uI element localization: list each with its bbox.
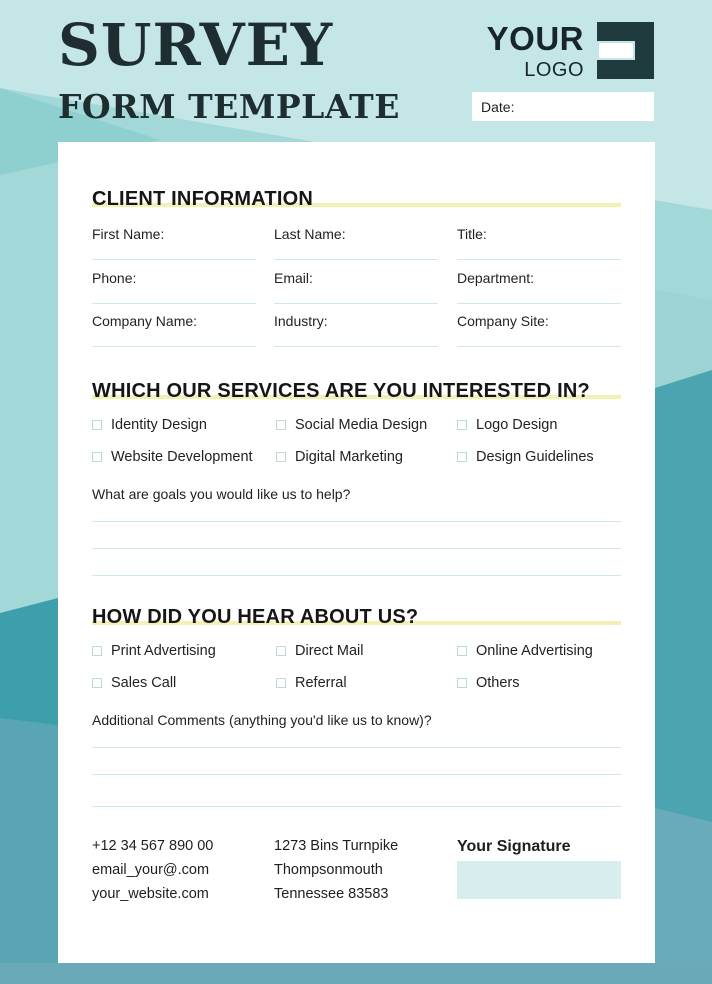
checkbox-label: Identity Design bbox=[111, 417, 207, 433]
checkbox-icon[interactable] bbox=[457, 646, 467, 656]
comments-question: Additional Comments (anything you'd like us to know)? bbox=[92, 712, 432, 728]
checkbox-label: Sales Call bbox=[111, 675, 177, 691]
checkbox-label: Print Advertising bbox=[111, 643, 216, 659]
contact-details bbox=[92, 834, 213, 906]
page-title: SURVEY bbox=[58, 11, 334, 79]
checkbox-icon[interactable] bbox=[457, 452, 467, 462]
checkbox-label: Design Guidelines bbox=[476, 449, 594, 465]
answer-line[interactable] bbox=[92, 747, 621, 748]
checkbox-icon[interactable] bbox=[276, 646, 286, 656]
first-name-field[interactable]: First Name: bbox=[92, 226, 256, 260]
checkbox-icon[interactable] bbox=[92, 646, 102, 656]
checkbox-icon[interactable] bbox=[276, 452, 286, 462]
checkbox-label: Website Development bbox=[111, 449, 253, 465]
checkbox-design-guidelines[interactable] bbox=[457, 449, 594, 465]
goals-question: What are goals you would like us to help? bbox=[92, 486, 351, 502]
checkbox-label: Social Media Design bbox=[295, 417, 428, 433]
answer-line[interactable] bbox=[92, 774, 621, 775]
industry-field[interactable]: Industry: bbox=[274, 313, 438, 347]
date-label: Date: bbox=[481, 99, 515, 115]
checkbox-icon[interactable] bbox=[457, 420, 467, 430]
answer-line[interactable] bbox=[92, 548, 621, 549]
company-name-field[interactable]: Company Name: bbox=[92, 313, 256, 347]
checkbox-label: Online Advertising bbox=[476, 643, 593, 659]
address-line-3: Tennessee 83583 bbox=[274, 886, 389, 902]
checkbox-label: Logo Design bbox=[476, 417, 558, 433]
checkbox-direct-mail[interactable] bbox=[276, 643, 363, 659]
section-title-services: WHICH OUR SERVICES ARE YOU INTERESTED IN? bbox=[92, 380, 590, 402]
checkbox-online-advertising[interactable] bbox=[457, 643, 593, 659]
checkbox-icon[interactable] bbox=[276, 420, 286, 430]
page-subtitle: FORM TEMPLATE bbox=[58, 87, 400, 126]
checkbox-icon[interactable] bbox=[92, 678, 102, 688]
last-name-field[interactable]: Last Name: bbox=[274, 226, 438, 260]
section-title-client-info: CLIENT INFORMATION bbox=[92, 188, 313, 210]
checkbox-others[interactable] bbox=[457, 675, 520, 691]
checkbox-label: Others bbox=[476, 675, 520, 691]
contact-address bbox=[274, 834, 398, 906]
address-line-2: Thompsonmouth bbox=[274, 862, 383, 878]
checkbox-social-media-design[interactable] bbox=[276, 417, 427, 433]
checkbox-icon[interactable] bbox=[92, 452, 102, 462]
survey-card bbox=[58, 142, 655, 963]
checkbox-logo-design[interactable] bbox=[457, 417, 557, 433]
signature-label: Your Signature bbox=[457, 838, 571, 855]
address-line-1: 1273 Bins Turnpike bbox=[274, 838, 399, 854]
answer-line[interactable] bbox=[92, 521, 621, 522]
contact-email: email_your@.com bbox=[92, 862, 210, 878]
logo-line-2: LOGO bbox=[524, 59, 584, 81]
email-field[interactable]: Email: bbox=[274, 270, 438, 304]
contact-website: your_website.com bbox=[92, 886, 209, 902]
checkbox-identity-design[interactable] bbox=[92, 417, 207, 433]
logo bbox=[487, 22, 584, 80]
checkbox-label: Direct Mail bbox=[295, 643, 364, 659]
checkbox-label: Referral bbox=[295, 675, 347, 691]
checkbox-digital-marketing[interactable] bbox=[276, 449, 403, 465]
logo-mark-icon bbox=[597, 22, 654, 79]
checkbox-sales-call[interactable] bbox=[92, 675, 176, 691]
company-site-field[interactable]: Company Site: bbox=[457, 313, 621, 347]
department-field[interactable]: Department: bbox=[457, 270, 621, 304]
checkbox-print-advertising[interactable] bbox=[92, 643, 216, 659]
checkbox-icon[interactable] bbox=[457, 678, 467, 688]
answer-line[interactable] bbox=[92, 806, 621, 807]
contact-phone: +12 34 567 890 00 bbox=[92, 838, 214, 854]
signature-box[interactable] bbox=[457, 861, 621, 899]
checkbox-website-development[interactable] bbox=[92, 449, 253, 465]
section-title-hear-about: HOW DID YOU HEAR ABOUT US? bbox=[92, 606, 419, 628]
title-field[interactable]: Title: bbox=[457, 226, 621, 260]
checkbox-icon[interactable] bbox=[92, 420, 102, 430]
phone-field[interactable]: Phone: bbox=[92, 270, 256, 304]
checkbox-icon[interactable] bbox=[276, 678, 286, 688]
logo-line-1: YOUR bbox=[486, 20, 584, 57]
date-field[interactable] bbox=[472, 92, 654, 121]
answer-line[interactable] bbox=[92, 575, 621, 576]
checkbox-label: Digital Marketing bbox=[295, 449, 403, 465]
checkbox-referral[interactable] bbox=[276, 675, 347, 691]
